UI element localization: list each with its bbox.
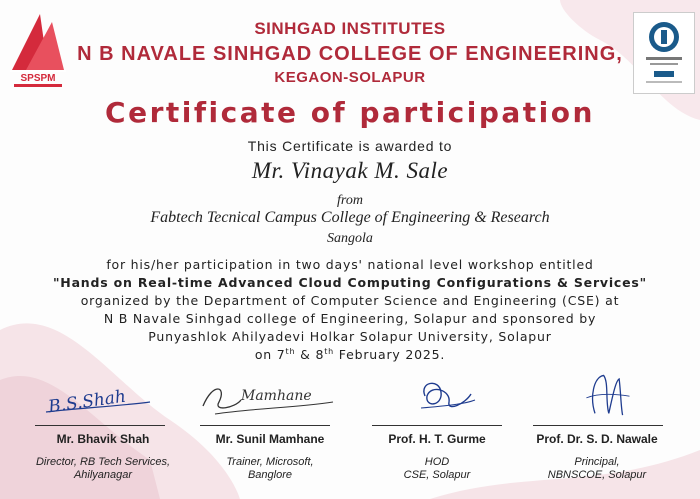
recipient-name: Mr. Vinayak M. Sale [251,158,449,183]
signatory-name: Mr. Bhavik Shah [56,432,150,446]
organizer-text: organized by the Department of Computer Science and Engineering (CSE) at [80,293,620,308]
signatory-name: Prof. H. T. Gurme [388,432,486,446]
signatory-place: Ahilyanagar [73,469,133,481]
signature-text-bhavik-shah: B.S.Shah [47,386,128,418]
signatory-place: NBNSCOE, Solapur [547,469,647,481]
college-name: N B NAVALE SINHGAD COLLEGE OF ENGINEERING, [77,43,623,65]
signature-sd-nawale [545,372,695,422]
university-text: Punyashlok Ahilyadevi Holkar Solapur University, Solapur [148,329,552,344]
workshop-title: "Hands on Real-time Advanced Cloud Computing Configurations & Services" [53,275,647,290]
signature-bhavik-shah [40,372,190,422]
from-text: from [337,193,363,208]
event-date: on 7th & 8th February 2025. [254,347,446,363]
certificate-title: Certificate of participation [105,96,595,129]
signature-sunil-mamhane [195,372,345,422]
signature-ht-gurme [395,372,545,422]
signatory-role: Principal, [574,456,620,468]
recipient-place: Sangola [327,231,373,246]
spspm-logo-text: SPSPM [20,73,56,84]
signatory-name: Prof. Dr. S. D. Nawale [536,432,658,446]
sponsor-text: N B Navale Sinhgad college of Engineering, Solapur and sponsored by [103,311,597,326]
signatory-place: Banglore [247,469,293,481]
signatory-name: Mr. Sunil Mamhane [215,432,325,446]
participation-text: for his/her participation in two days' national level workshop entitled [106,257,594,272]
institute-name: SINHGAD INSTITUTES [254,19,446,38]
signatory-place: CSE, Solapur [403,469,471,481]
awarded-text: This Certificate is awarded to [247,138,453,154]
college-location: KEGAON-SOLAPUR [274,69,426,86]
recipient-college: Fabtech Tecnical Campus College of Engineering & Research [150,209,550,226]
signatory-role: Director, RB Tech Services, [35,456,171,468]
signature-text-sunil-mamhane: Mamhane [241,388,312,404]
signatory-role: HOD [424,456,450,468]
signatory-role: Trainer, Microsoft, [226,456,314,468]
